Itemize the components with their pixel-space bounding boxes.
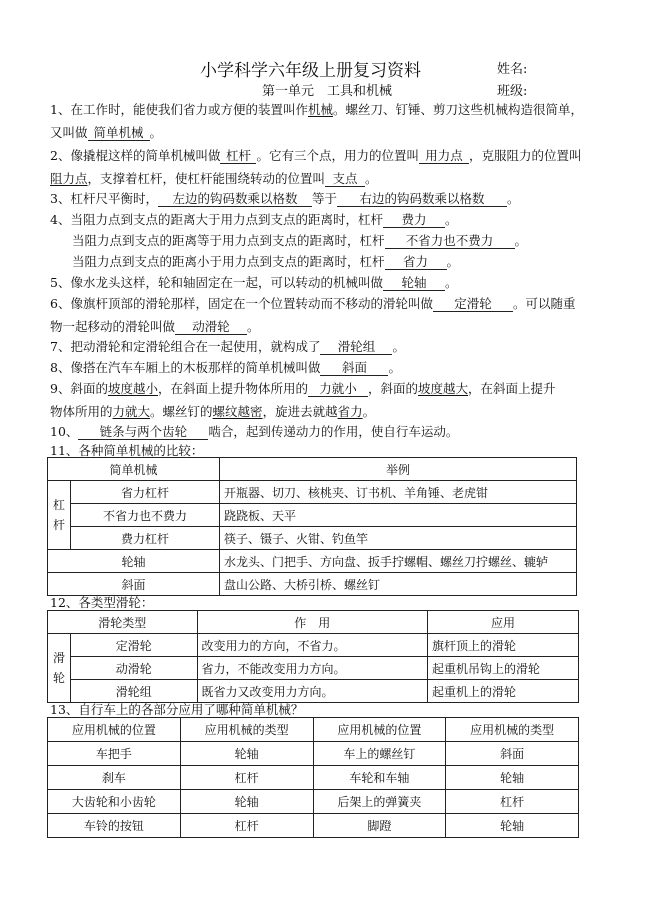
table-row: [48, 504, 577, 527]
pulley-table: [47, 610, 579, 703]
table-cell: 轮轴: [446, 814, 579, 838]
table-cell: 跷跷板、天平: [220, 504, 577, 527]
answer-blank: 轮轴: [383, 276, 445, 291]
table-header-row: [48, 718, 579, 742]
table-cell: 盘山公路、大桥引桥、螺丝钉: [220, 573, 577, 596]
table-cell: 刹车: [48, 766, 181, 790]
table-cell: 斜面: [446, 742, 579, 766]
table-row: [48, 527, 577, 550]
table-cell: 杠杆: [180, 766, 313, 790]
answer-blank: 螺纹越密: [212, 404, 263, 419]
table-header-cell: 作 用: [197, 611, 427, 634]
page-title: 小学科学六年级上册复习资料: [200, 61, 421, 81]
question-12-heading: 12、各类型滑轮：: [50, 595, 154, 610]
answer-blank: 力就大: [112, 404, 151, 419]
answer-blank: 省力: [337, 404, 363, 419]
table-cell: 脚蹬: [313, 814, 446, 838]
question-10: 10、 链条与两个齿轮 啮合，起到传递动力的作用，使自行车运动。: [50, 424, 459, 439]
answer-blank: 机械: [307, 102, 333, 117]
table-row: [48, 657, 579, 680]
pulley-group-cell: 滑轮: [48, 634, 71, 703]
table-cell: 省力杠杆: [71, 481, 220, 504]
answer-blank: 省力: [385, 255, 447, 270]
table-cell: 滑轮组: [71, 680, 198, 703]
table-cell: 筷子、镊子、火钳、钓鱼竿: [220, 527, 577, 550]
table-header-row: [48, 611, 579, 634]
table-cell: 水龙头、门把手、方向盘、扳手拧螺帽、螺丝刀拧螺丝、辘轳: [220, 550, 577, 573]
table-cell: 大齿轮和小齿轮: [48, 790, 181, 814]
table-header-cell: 举例: [220, 458, 577, 481]
answer-blank: 左边的钩码数乘以格数: [158, 192, 312, 207]
unit-title: 第一单元 工具和机械: [262, 84, 393, 99]
table-cell: 费力杠杆: [71, 527, 220, 550]
question-2-line-2: 阻力点，支撑着杠杆，使杠杆能围绕转动的位置叫 支点 。: [50, 171, 378, 186]
simple-machines-table: [47, 457, 577, 596]
table-row: [48, 634, 579, 657]
table-header-cell: 应用机械的类型: [446, 718, 579, 742]
answer-blank: 杠杆: [220, 149, 256, 164]
table-header-cell: 应用: [428, 611, 579, 634]
answer-blank: 斜面: [320, 361, 388, 376]
question-5: 5、像水龙头这样，轮和轴固定在一起，可以转动的机械叫做 轮轴 。: [50, 275, 458, 290]
question-4-line-3: 当阻力点到支点的距离小于用力点到支点的距离时，杠杆 省力 。: [72, 254, 460, 269]
table-cell: 后架上的弹簧夹: [313, 790, 446, 814]
question-3: 3、杠杆尺平衡时， 左边的钩码数乘以格数 等于 右边的钩码数乘以格数 。: [50, 191, 520, 206]
answer-blank: 不省力也不费力: [385, 234, 515, 249]
table-row: [48, 481, 577, 504]
table-cell: 杠杆: [446, 790, 579, 814]
table-cell: 改变用力的方向，不省力。: [197, 634, 427, 657]
table-cell: 杠杆: [180, 814, 313, 838]
table-cell: 起重机吊钩上的滑轮: [428, 657, 579, 680]
table-header-cell: 应用机械的位置: [48, 718, 181, 742]
table-row: [48, 742, 579, 766]
table-row: [48, 766, 579, 790]
table-cell: 车铃的按钮: [48, 814, 181, 838]
answer-blank: 支点: [325, 172, 365, 187]
answer-blank: 动滑轮: [175, 320, 247, 335]
table-header-cell: 简单机械: [48, 458, 220, 481]
table-cell: 轮轴: [446, 766, 579, 790]
table-cell: 斜面: [48, 573, 220, 596]
question-6-line-2: 物一起移动的滑轮叫做 动滑轮 。: [50, 319, 260, 334]
table-cell: 车上的螺丝钉: [313, 742, 446, 766]
table-header-cell: 应用机械的类型: [180, 718, 313, 742]
lever-group-cell: 杠杆: [48, 481, 71, 550]
question-7: 7、把动滑轮和定滑轮组合在一起使用，就构成了 滑轮组 。: [50, 339, 405, 354]
table-header-row: [48, 458, 577, 481]
table-cell: 轮轴: [48, 550, 220, 573]
table-cell: 轮轴: [180, 742, 313, 766]
table-cell: 既省力又改变用力方向。: [197, 680, 427, 703]
table-cell: 起重机上的滑轮: [428, 680, 579, 703]
table-cell: 轮轴: [180, 790, 313, 814]
table-cell: 车轮和车轴: [313, 766, 446, 790]
table-header-cell: 应用机械的位置: [313, 718, 446, 742]
answer-blank: 滑轮组: [320, 340, 392, 355]
answer-blank: 坡度越大: [418, 381, 469, 396]
question-6-line-1: 6、像旗杆顶部的滑轮那样，固定在一个位置转动而不移动的滑轮叫做 定滑轮 。可以随重: [50, 296, 576, 311]
table-header-cell: 滑轮类型: [48, 611, 198, 634]
question-2-line-1: 2、像撬棍这样的简单机械叫做 杠杆 。它有三个点，用力的位置叫 用力点 ，克服阻力的位置叫: [50, 148, 582, 163]
table-cell: 旗杆顶上的滑轮: [428, 634, 579, 657]
table-cell: 定滑轮: [71, 634, 198, 657]
table-cell: 开瓶器、切刀、核桃夹、订书机、羊角锤、老虎钳: [220, 481, 577, 504]
question-8: 8、像搭在汽车车厢上的木板那样的简单机械叫做 斜面 。: [50, 360, 401, 375]
question-11-heading: 11、各种简单机械的比较：: [50, 443, 204, 458]
question-1-line-2: 又叫做 简单机械 。: [50, 125, 163, 140]
answer-blank: 简单机械: [88, 126, 150, 141]
table-row: [48, 814, 579, 838]
question-9-line-1: 9、斜面的坡度越小，在斜面上提升物体所用的 力就小 ，斜面的坡度越大，在斜面上提升: [50, 381, 556, 396]
answer-blank: 用力点: [419, 149, 469, 164]
question-1-line-1: 1、在工作时，能使我们省力或方便的装置叫作机械。螺丝刀、钉锤、剪刀这些机械构造很简单，: [50, 102, 583, 117]
table-row: [48, 790, 579, 814]
table-cell: 不省力也不费力: [71, 504, 220, 527]
class-label: 班级:: [497, 84, 528, 99]
answer-blank: 力就小: [308, 382, 368, 397]
table-cell: 省力，不能改变用力方向。: [197, 657, 427, 680]
answer-blank: 链条与两个齿轮: [78, 425, 208, 440]
table-cell: 车把手: [48, 742, 181, 766]
table-cell: 动滑轮: [71, 657, 198, 680]
answer-blank: 阻力点: [50, 171, 88, 186]
answer-blank: 坡度越小: [107, 381, 158, 396]
question-4-line-2: 当阻力点到支点的距离等于用力点到支点的距离时，杠杆 不省力也不费力 。: [72, 233, 528, 248]
answer-blank: 费力: [383, 213, 445, 228]
answer-blank: 定滑轮: [433, 297, 513, 312]
name-label: 姓名:: [497, 62, 528, 77]
table-row: [48, 550, 577, 573]
answer-blank: 右边的钩码数乘以格数: [337, 192, 507, 207]
question-9-line-2: 物体所用的力就大。螺丝钉的螺纹越密，旋进去就越省力。: [50, 404, 376, 419]
bicycle-parts-table: [47, 717, 579, 838]
question-13-heading: 13、自行车上的各部分应用了哪种简单机械？: [50, 702, 304, 717]
question-4-line-1: 4、当阻力点到支点的距离大于用力点到支点的距离时，杠杆 费力 。: [50, 212, 458, 227]
